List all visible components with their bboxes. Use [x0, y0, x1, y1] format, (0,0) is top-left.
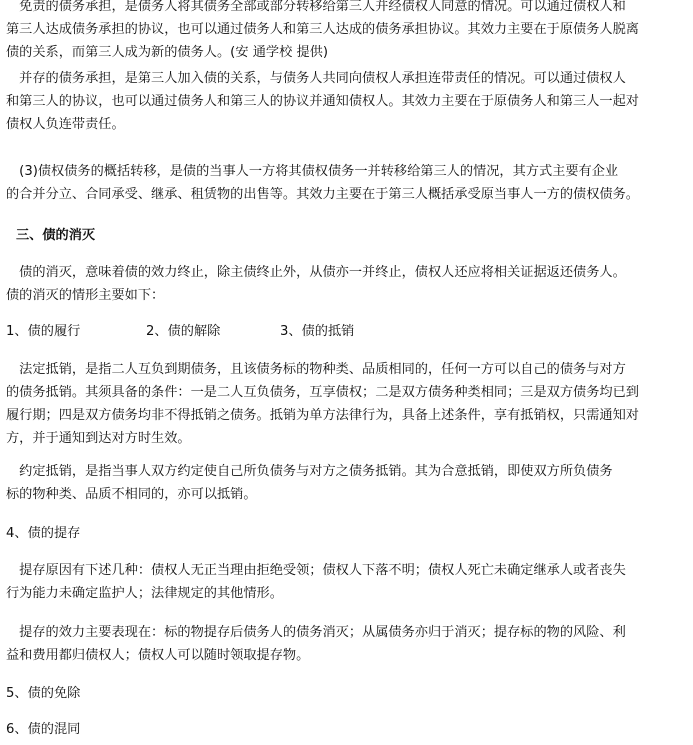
- paragraph-deposit-effects: [6, 621, 693, 667]
- list-item-rescission: 2、债的解除: [146, 324, 221, 339]
- paragraph-line: 债的关系，而第三人成为新的债务人。(安 通学校 提供): [6, 45, 328, 60]
- paragraph-line: 债的消灭的情形主要如下：: [6, 288, 165, 303]
- paragraph-agreed-setoff: [6, 460, 693, 506]
- paragraph-line: 债的消灭，意味着债的效力终止，除主债终止外，从债亦一并终止，债权人还应将相关证据返还债务人。: [6, 265, 626, 280]
- paragraph-line: 提存原因有下述几种：债权人无正当理由拒绝受领；债权人下落不明；债权人死亡未确定继承人或者丧失: [6, 563, 626, 578]
- paragraph-line: 标的物种类、品质不相同的，亦可以抵销。: [6, 487, 257, 502]
- paragraph-exempt-assumption: [6, 0, 693, 64]
- paragraph-line: 的合并分立、合同承受、继承、租赁物的出售等。其效力主要在于第三人概括承受原当事人一方的债权债务。: [6, 187, 639, 202]
- paragraph-extinction-intro: [6, 261, 693, 307]
- paragraph-concurrent-assumption: [6, 67, 693, 136]
- paragraph-line: 方，并于通知到达对方时生效。: [6, 431, 191, 446]
- paragraph-line: 和第三人的协议，也可以通过债务人和第三人的协议并通知债权人。其效力主要在于原债务人和第三人一起对: [6, 94, 639, 109]
- paragraph-line: 并存的债务承担，是第三人加入债的关系，与债务人共同向债权人承担连带责任的情况。可以通过债权人: [6, 71, 626, 86]
- paragraph-line: 法定抵销，是指二人互负到期债务，且该债务标的物种类、品质相同的，任何一方可以自己的债务与对方: [6, 362, 626, 377]
- paragraph-line: 履行期；四是双方债务均非不得抵销之债务。抵销为单方法律行为，具备上述条件，享有抵销权，只需通知对: [6, 408, 639, 423]
- paragraph-general-transfer: [6, 160, 693, 206]
- paragraph-line: (3)债权债务的概括转移，是债的当事人一方将其债权债务一并转移给第三人的情况，其方式主要有企业: [6, 164, 619, 179]
- list-item-merger: 6、债的混同: [6, 722, 81, 737]
- paragraph-line: 约定抵销，是指当事人双方约定使自己所负债务与对方之债务抵销。其为合意抵销，即使双方所负债务: [6, 464, 613, 479]
- paragraph-line: 益和费用都归债权人；债权人可以随时领取提存物。: [6, 648, 310, 663]
- extinction-list: [6, 320, 354, 343]
- list-item-deposit: 4、债的提存: [6, 526, 81, 541]
- paragraph-line: 免责的债务承担，是债务人将其债务全部或部分转移给第三人并经债权人同意的情况。可以通过债权人和: [6, 0, 626, 14]
- section-heading: 三、债的消灭: [16, 228, 96, 243]
- list-item-setoff: 3、债的抵销: [280, 324, 355, 339]
- paragraph-line: 提存的效力主要表现在：标的物提存后债务人的债务消灭；从属债务亦归于消灭；提存标的物的风险、利: [6, 625, 626, 640]
- list-item-performance: 1、债的履行: [6, 324, 81, 339]
- paragraph-line: 债权人负连带责任。: [6, 117, 125, 132]
- paragraph-line: 的债务抵销。其须具备的条件：一是二人互负债务，互享债权；二是双方债务种类相同；三是双方债务均已到: [6, 385, 639, 400]
- paragraph-legal-setoff: [6, 358, 693, 450]
- list-item-release: 5、债的免除: [6, 686, 81, 701]
- paragraph-line: 第三人达成债务承担的协议，也可以通过债务人和第三人达成的债务承担协议。其效力主要在于原债务人脱离: [6, 22, 639, 37]
- paragraph-line: 行为能力未确定监护人；法律规定的其他情形。: [6, 586, 283, 601]
- paragraph-deposit-reasons: [6, 559, 693, 605]
